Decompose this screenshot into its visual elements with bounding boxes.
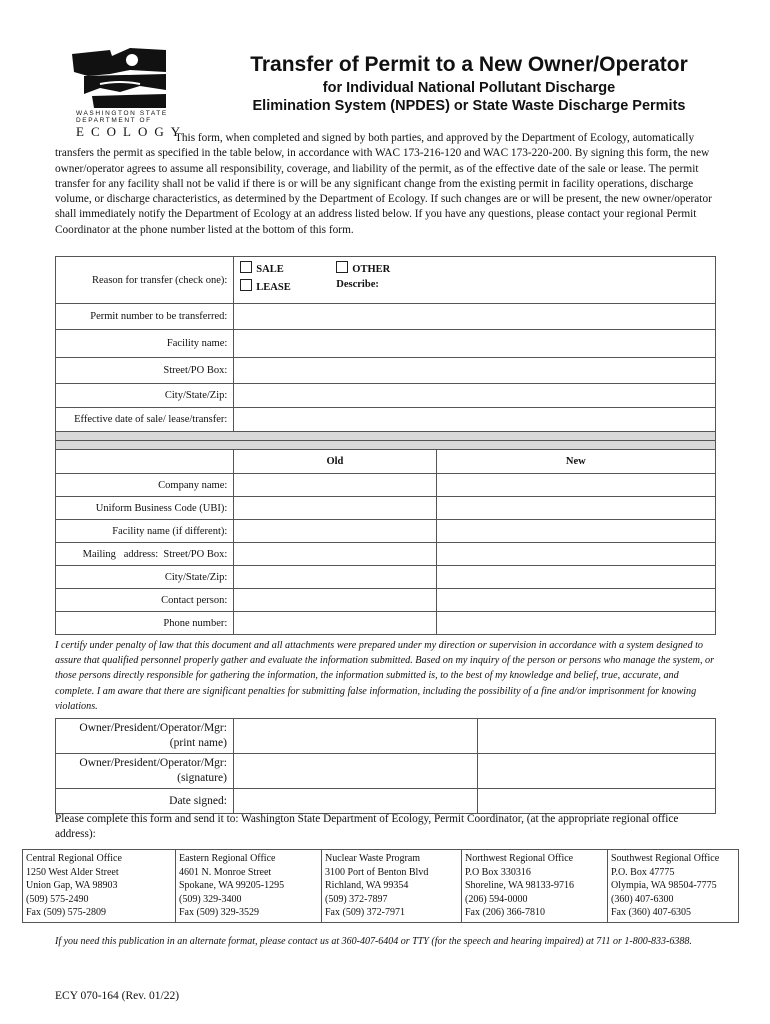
office-city: Spokane, WA 99205-1295	[179, 880, 285, 892]
contact-person-old[interactable]	[234, 589, 436, 612]
logo-text-line3: ECOLOGY	[76, 124, 188, 139]
contact-person-new[interactable]	[436, 589, 715, 612]
office-city: Richland, WA 99354	[325, 880, 409, 892]
office-phone: (360) 407-6300	[611, 893, 674, 905]
ubi-new[interactable]	[436, 497, 715, 520]
sale-option[interactable]	[240, 261, 336, 275]
office-city: Shoreline, WA 98133-9716	[465, 880, 574, 892]
lease-option[interactable]	[240, 279, 336, 293]
print-name-label-line2: (print name)	[169, 737, 227, 749]
office-fax: Fax (360) 407-6305	[611, 907, 691, 919]
office-central	[23, 850, 176, 923]
company-name-new[interactable]	[436, 474, 715, 497]
office-name: Northwest Regional Office	[465, 853, 574, 864]
reason-label: Reason for transfer (check one):	[56, 257, 234, 304]
print-name-old[interactable]	[233, 719, 478, 754]
sale-checkbox[interactable]	[240, 261, 252, 273]
contact-person-label: Contact person:	[56, 589, 234, 612]
send-to-instructions: Please complete this form and send it to: Washington State Department of Ecology, Permit Coordinator, (at the appropriate regional office address):	[55, 813, 679, 840]
permit-number-field[interactable]	[234, 304, 716, 330]
office-street: P.O. Box 47775	[611, 866, 675, 878]
signature-label	[56, 754, 234, 789]
office-name: Eastern Regional Office	[179, 853, 276, 864]
mailing-address-new[interactable]	[436, 543, 715, 566]
street-label: Street/PO Box:	[56, 358, 234, 384]
page-subtitle-1: for Individual National Pollutant Discharge	[322, 80, 616, 96]
company-name-label: Company name:	[56, 474, 234, 497]
office-fax: Fax (509) 329-3529	[179, 907, 259, 919]
city-label: City/State/Zip:	[56, 384, 234, 408]
logo-text-line1: WASHINGTON STATE	[76, 110, 168, 117]
facility-name-old[interactable]	[234, 520, 436, 543]
other-option[interactable]	[336, 261, 390, 275]
effective-date-field[interactable]	[234, 408, 716, 432]
sale-label: SALE	[256, 264, 284, 275]
office-city: Union Gap, WA 98903	[26, 880, 118, 892]
section-divider	[56, 432, 716, 441]
signature-table	[55, 718, 716, 814]
permit-number-label: Permit number to be transferred:	[56, 304, 234, 330]
office-street: 4601 N. Monroe Street	[179, 866, 272, 878]
office-eastern	[176, 850, 322, 923]
certification-statement: I certify under penalty of law that this document and all attachments were prepared under my direction or supervision in accordance with a system designed to assure that qualified personnel properly gather and evaluate the information submitted. Based on my inquiry of the person or persons who manage the system, or those persons directly responsible for gathering the information, the information submitted is, to the best of my knowledge and belief, true, accurate, and complete. I am aware that there are significant penalties for submitting false information, including the possibility of a fine and/or imprisonment for knowing violations.	[55, 640, 715, 712]
office-fax: Fax (509) 575-2809	[26, 907, 106, 919]
print-name-label	[56, 719, 234, 754]
signature-label-line2: (signature)	[177, 772, 227, 784]
phone-number-new[interactable]	[436, 612, 715, 635]
facility-name-new[interactable]	[436, 520, 715, 543]
effective-date-label: Effective date of sale/ lease/transfer:	[56, 408, 234, 432]
describe-label: Describe:	[336, 279, 379, 290]
facility-name-field[interactable]	[234, 330, 716, 358]
logo-text-line2: DEPARTMENT OF	[76, 117, 152, 124]
section-divider	[56, 441, 716, 450]
office-northwest	[462, 850, 608, 923]
other-label: OTHER	[352, 264, 391, 275]
owners-header-blank	[56, 450, 234, 474]
office-street: P.O Box 330316	[465, 866, 531, 878]
alternate-format-note: If you need this publication in an alternate format, please contact us at 360-407-6404 or TTY (for the speech and hearing impaired) at 711 or 1-800-833-6388.	[55, 936, 692, 947]
office-phone: (509) 372-7897	[325, 893, 388, 905]
lease-label: LEASE	[256, 282, 291, 293]
office-name: Southwest Regional Office	[611, 853, 720, 864]
date-signed-old[interactable]	[233, 789, 478, 814]
intro-paragraph: This form, when completed and signed by both parties, and approved by the Department of Ecology, automatically transfers the permit as specified in the table below, in accordance with WAC 173-216-120 and WAC 173-220-200. By signing this form, the new owner/operator agrees to assume all responsibility, coverage, and liability of the permit, as of the effective date of the sale or lease. The permit transfer for any facility shall not be valid if there is or will be any significant change from the existing permit in facility operations, discharge volume, or discharge characteristics, as determined by the Department of Ecology. If such changes are or will be present, the new owner/operator shall immediately notify the Department of Ecology at an address listed below. If you have any questions, please contact your regional Permit Coordinator at the phone number listed at the bottom of this form.	[55, 132, 712, 236]
date-signed-new[interactable]	[478, 789, 716, 814]
signature-new[interactable]	[478, 754, 716, 789]
transfer-table	[55, 256, 716, 635]
office-city: Olympia, WA 98504-7775	[611, 880, 717, 892]
mailing-city-old[interactable]	[234, 566, 436, 589]
ubi-label: Uniform Business Code (UBI):	[56, 497, 234, 520]
form-number: ECY 070-164 (Rev. 01/22)	[55, 990, 180, 1002]
signature-old[interactable]	[233, 754, 478, 789]
street-field[interactable]	[234, 358, 716, 384]
print-name-label-line1: Owner/President/Operator/Mgr:	[79, 722, 227, 734]
mailing-address-label: Mailing address: Street/PO Box:	[56, 543, 234, 566]
other-checkbox[interactable]	[336, 261, 348, 273]
facility-name-if-different-label: Facility name (if different):	[56, 520, 234, 543]
office-name: Central Regional Office	[26, 853, 122, 864]
old-column-header: Old	[234, 450, 436, 474]
office-phone: (509) 575-2490	[26, 893, 89, 905]
company-name-old[interactable]	[234, 474, 436, 497]
page-subtitle-2: Elimination System (NPDES) or State Waste Discharge Permits	[252, 98, 686, 114]
office-name: Nuclear Waste Program	[325, 853, 421, 864]
signature-label-line1: Owner/President/Operator/Mgr:	[79, 757, 227, 769]
office-southwest	[608, 850, 739, 923]
office-nuclear	[322, 850, 462, 923]
office-fax: Fax (509) 372-7971	[325, 907, 405, 919]
office-street: 1250 West Alder Street	[26, 866, 119, 878]
office-fax: Fax (206) 366-7810	[465, 907, 545, 919]
regional-offices-table	[22, 849, 739, 923]
facility-name-label: Facility name:	[56, 330, 234, 358]
ubi-old[interactable]	[234, 497, 436, 520]
office-phone: (206) 594-0000	[465, 893, 528, 905]
office-phone: (509) 329-3400	[179, 893, 242, 905]
office-street: 3100 Port of Benton Blvd	[325, 866, 429, 878]
phone-number-old[interactable]	[234, 612, 436, 635]
phone-number-label: Phone number:	[56, 612, 234, 635]
page-title: Transfer of Permit to a New Owner/Operator	[250, 53, 688, 76]
mailing-city-new[interactable]	[436, 566, 715, 589]
print-name-new[interactable]	[478, 719, 716, 754]
date-signed-label: Date signed:	[56, 789, 234, 814]
lease-checkbox[interactable]	[240, 279, 252, 291]
mailing-city-label: City/State/Zip:	[56, 566, 234, 589]
new-column-header: New	[436, 450, 715, 474]
city-field[interactable]	[234, 384, 716, 408]
mailing-address-old[interactable]	[234, 543, 436, 566]
